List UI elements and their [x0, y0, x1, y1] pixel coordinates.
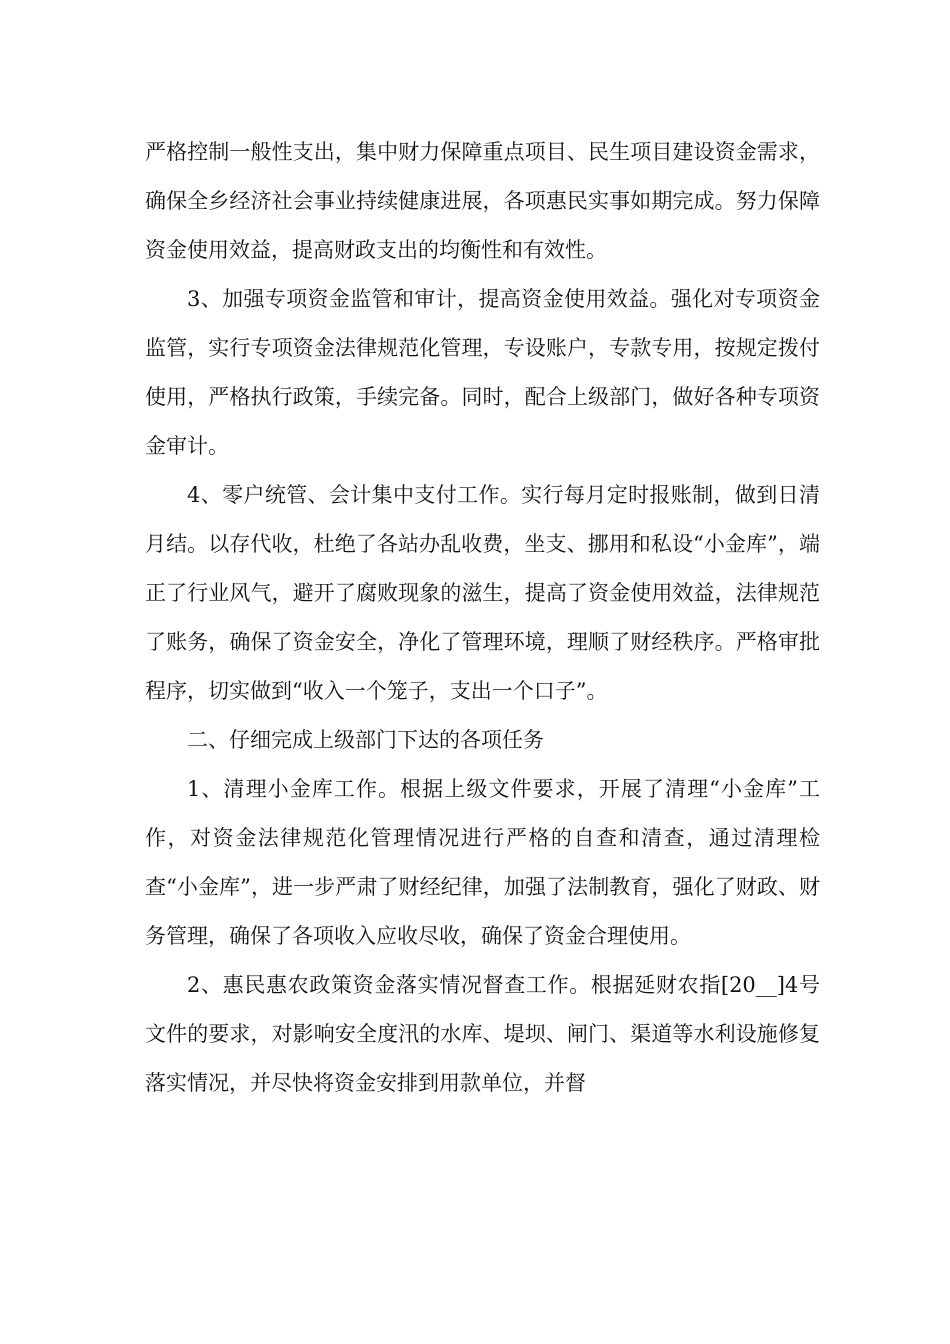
section-heading-tasks: 二、仔细完成上级部门下达的各项任务: [187, 728, 544, 752]
paragraph-special-fund-audit: 3、加强专项资金监管和审计，提高资金使用效益。强化对专项资金监管，实行专项资金法律规范化管理，专设账户，专款专用，按规定拨付使用，严格执行政策，手续完备。同时，配合上级部门，做好各种专项资金审计。: [145, 287, 820, 458]
document-body: [145, 128, 820, 1108]
paragraph-small-treasury: 1、清理小金库工作。根据上级文件要求，开展了清理“小金库”工作，对资金法律规范化管理情况进行严格的自查和清查，通过清理检查“小金库”，进一步严肃了财经纪律，加强了法制教育，强化了财政、财务管理，确保了各项收入应收尽收，确保了资金合理使用。: [145, 777, 820, 948]
paragraph-budget-control: 严格控制一般性支出，集中财力保障重点项目、民生项目建设资金需求，确保全乡经济社会事业持续健康进展，各项惠民实事如期完成。努力保障资金使用效益，提高财政支出的均衡性和有效性。: [145, 140, 820, 262]
paragraph-policy-inspection: 2、惠民惠农政策资金落实情况督查工作。根据延财农指[20__]4号文件的要求，对影响安全度汛的水库、堤坝、闸门、渠道等水利设施修复落实情况，并尽快将资金安排到用款单位，并督: [145, 973, 820, 1095]
paragraph-centralized-payment: 4、零户统管、会计集中支付工作。实行每月定时报账制，做到日清月结。以存代收，杜绝了各站办乱收费，坐支、挪用和私设“小金库”，端正了行业风气，避开了腐败现象的滋生，提高了资金使用效益，法律规范了账务，确保了资金安全，净化了管理环境，理顺了财经秩序。严格审批程序，切实做到“收入一个笼子，支出一个口子”。: [145, 483, 820, 703]
